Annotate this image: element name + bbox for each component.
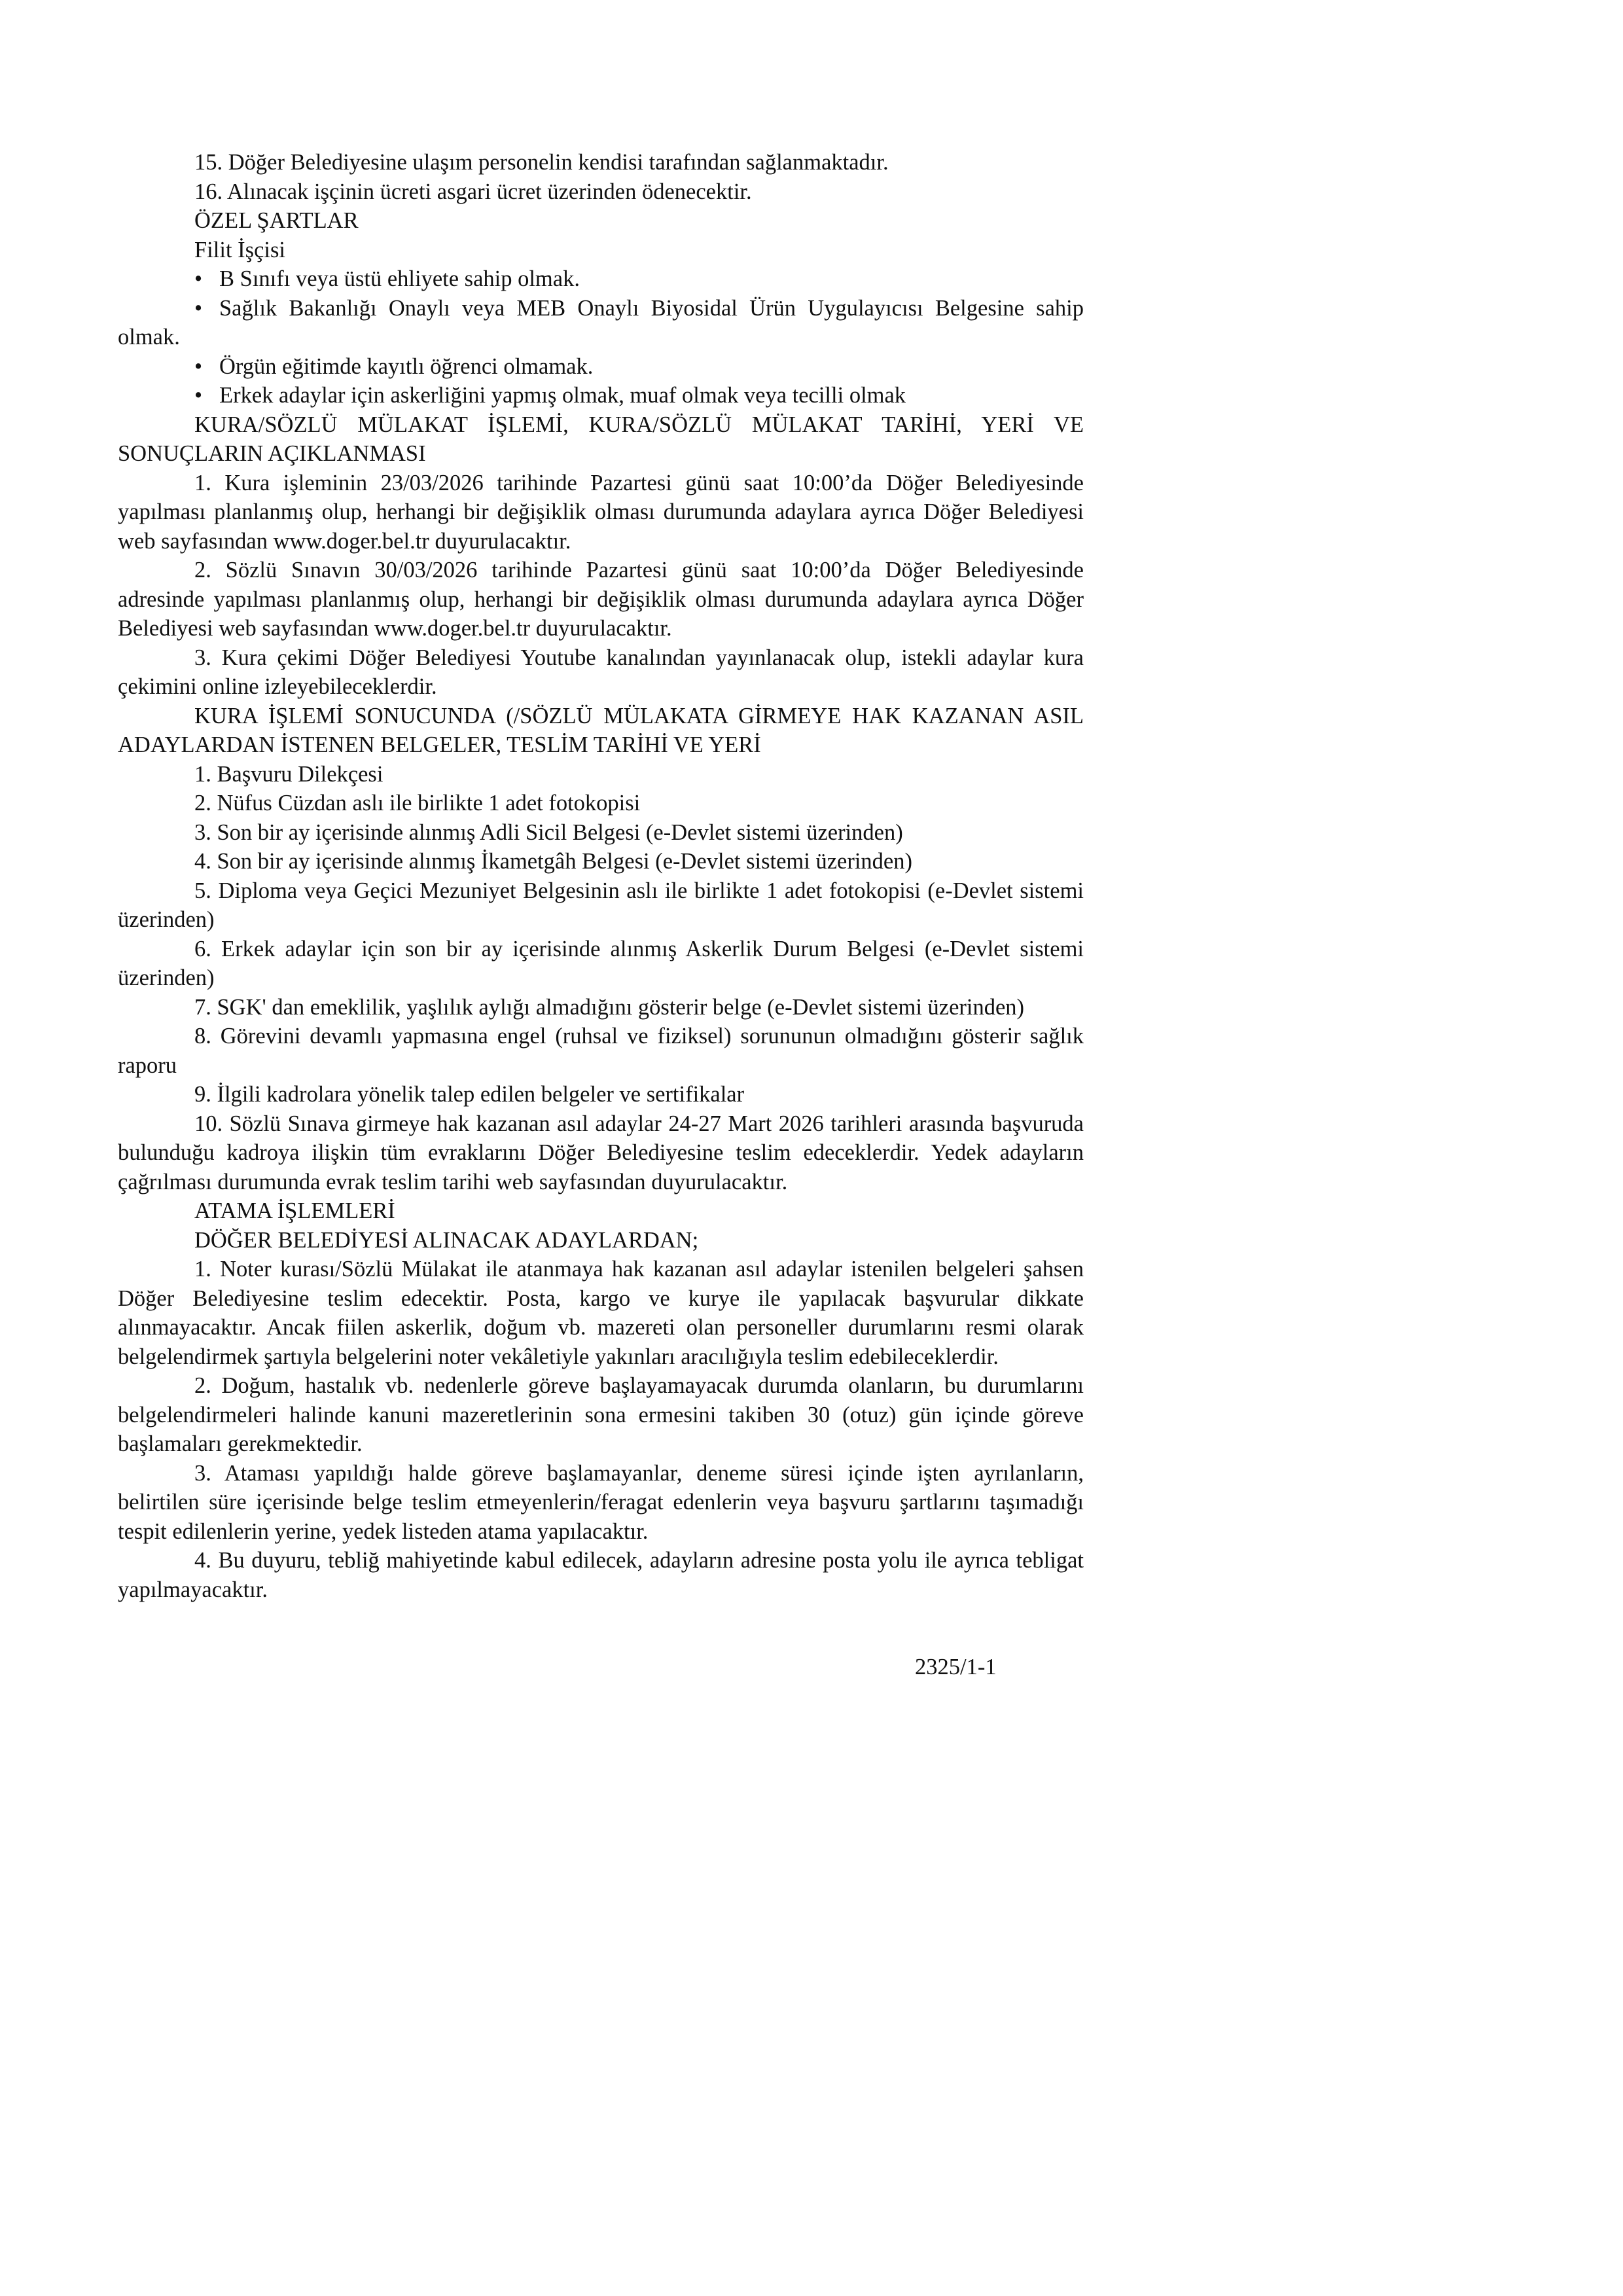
bullet-icon: •	[194, 353, 203, 379]
appointment-section-heading: ATAMA İŞLEMLERİ	[194, 1198, 395, 1223]
bullet-item	[118, 264, 1084, 294]
bullet-icon: •	[194, 266, 203, 291]
special-conditions-heading: ÖZEL ŞARTLAR	[194, 208, 359, 233]
announcement-reference-number: 2325/1-1	[915, 1655, 997, 1679]
bullet-text: Erkek adaylar için askerliğini yapmış olmak, muaf olmak veya tecilli olmak	[219, 383, 906, 408]
documents-item: 7. SGK' dan emeklilik, yaşlılık aylığı almadığını gösterir belge (e-Devlet sistemi üzerinden)	[194, 994, 1025, 1020]
appointment-item: 3. Ataması yapıldığı halde göreve başlamayanlar, deneme süresi içinde işten ayrılanların, belirtilen süre içerisinde belge teslim etmeyenlerin/feragat edenlerin veya başvuru şartlarını taşımadığı tespit edilenlerin yerine, yedek listeden atama yapılacaktır.	[118, 1460, 1084, 1544]
lottery-item: 2. Sözlü Sınavın 30/03/2026 tarihinde Pazartesi günü saat 10:00’da Döğer Belediyesinde adresinde yapılması planlanmış olup, herhangi bir değişiklik olması durumunda adaylara ayrıca Döğer Belediyesi web sayfasından www.doger.bel.tr duyurulacaktır.	[118, 558, 1084, 641]
documents-item: 6. Erkek adaylar için son bir ay içerisinde alınmış Askerlik Durum Belgesi (e-Devlet sistemi üzerinden)	[118, 936, 1084, 990]
documents-item: 4. Son bir ay içerisinde alınmış İkametgâh Belgesi (e-Devlet sistemi üzerinden)	[194, 849, 912, 874]
bullet-item	[118, 294, 1084, 352]
bullet-text: Örgün eğitimde kayıtlı öğrenci olmamak.	[219, 353, 594, 379]
item-16: 16. Alınacak işçinin ücreti asgari ücret üzerinden ödenecektir.	[194, 179, 752, 204]
documents-item: 1. Başvuru Dilekçesi	[194, 761, 383, 787]
special-conditions-subheading: Filit İşçisi	[194, 237, 285, 262]
appointment-item: 2. Doğum, hastalık vb. nedenlerle göreve başlayamayacak durumda olanların, bu durumlarını belgelendirmeleri halinde kanuni mazeretlerinin sona ermesini takiben 30 (otuz) gün içinde göreve başlamaları gerekmektedir.	[118, 1373, 1084, 1456]
documents-item: 9. İlgili kadrolara yönelik talep edilen belgeler ve sertifikalar	[194, 1082, 745, 1107]
bullet-item	[118, 352, 1084, 382]
lottery-item: 1. Kura işleminin 23/03/2026 tarihinde Pazartesi günü saat 10:00’da Döğer Belediyesinde yapılması planlanmış olup, herhangi bir değişiklik olması durumunda adaylara ayrıca Döğer Belediyesi web sayfasından www.doger.bel.tr duyurulacaktır.	[118, 470, 1084, 554]
bullet-item	[118, 381, 1084, 410]
appointment-item: 1. Noter kurası/Sözlü Mülakat ile atanmaya hak kazanan asıl adaylar istenilen belgeleri şahsen Döğer Belediyesine teslim edecektir. Posta, kargo ve kurye ile yapılacak başvurular dikkate alınmayacaktır. Ancak fiilen askerlik, doğum vb. mazereti olan personeller durumlarını resmi olarak belgelendirmek şartıyla belgelerini noter vekâletiyle yakınları aracılığıyla teslim edebileceklerdir.	[118, 1257, 1084, 1369]
documents-item: 8. Görevini devamlı yapmasına engel (ruhsal ve fiziksel) sorununun olmadığını gösterir sağlık raporu	[118, 1024, 1084, 1078]
appointment-subheading: DÖĞER BELEDİYESİ ALINACAK ADAYLARDAN;	[194, 1227, 699, 1253]
documents-item: 5. Diploma veya Geçici Mezuniyet Belgesinin aslı ile birlikte 1 adet fotokopisi (e-Devlet sistemi üzerinden)	[118, 878, 1084, 932]
documents-item: 10. Sözlü Sınava girmeye hak kazanan asıl adaylar 24-27 Mart 2026 tarihleri arasında başvuruda bulunduğu kadroya ilişkin tüm evraklarını Döğer Belediyesine teslim edeceklerdir. Yedek adayların çağrılması durumunda evrak teslim tarihi web sayfasından duyurulacaktır.	[118, 1111, 1084, 1194]
bullet-text: Sağlık Bakanlığı Onaylı veya MEB Onaylı Biyosidal Ürün Uygulayıcısı Belgesine sahip olmak.	[118, 295, 1084, 350]
lottery-section-heading: KURA/SÖZLÜ MÜLAKAT İŞLEMİ, KURA/SÖZLÜ MÜLAKAT TARİHİ, YERİ VE SONUÇLARIN AÇIKLANMASI	[118, 412, 1084, 466]
documents-item: 3. Son bir ay içerisinde alınmış Adli Sicil Belgesi (e-Devlet sistemi üzerinden)	[194, 819, 903, 845]
documents-item: 2. Nüfus Cüzdan aslı ile birlikte 1 adet fotokopisi	[194, 791, 641, 816]
bullet-icon: •	[194, 295, 203, 321]
document-page	[118, 148, 1084, 1604]
appointment-item: 4. Bu duyuru, tebliğ mahiyetinde kabul edilecek, adayların adresine posta yolu ile ayrıca tebligat yapılmayacaktır.	[118, 1548, 1084, 1602]
bullet-icon: •	[194, 383, 203, 408]
documents-section-heading: KURA İŞLEMİ SONUCUNDA (/SÖZLÜ MÜLAKATA GİRMEYE HAK KAZANAN ASIL ADAYLARDAN İSTENEN BELGELER, TESLİM TARİHİ VE YERİ	[118, 703, 1084, 757]
lottery-item: 3. Kura çekimi Döğer Belediyesi Youtube kanalından yayınlanacak olup, istekli adaylar kura çekimini online izleyebileceklerdir.	[118, 645, 1084, 699]
bullet-text: B Sınıfı veya üstü ehliyete sahip olmak.	[219, 266, 580, 291]
item-15: 15. Döğer Belediyesine ulaşım personelin kendisi tarafından sağlanmaktadır.	[194, 150, 889, 175]
